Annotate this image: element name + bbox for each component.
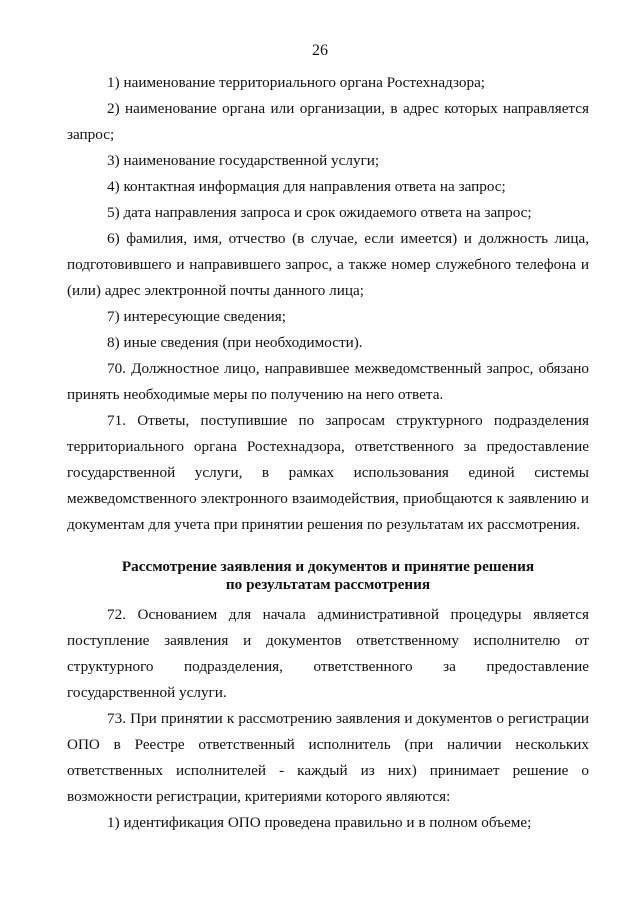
paragraph-item-4: 4) контактная информация для направления ответа на запрос; [107,178,506,195]
paragraph-item-1: 1) наименование территориального органа Ростехнадзора; [107,74,486,91]
paragraph-71: 71. Ответы, поступившие по запросам структурного подразделения территориального органа Ростехнадзора, ответственного за предоставление государственной услуги, в рамках использования единой системы межведомственного электронного взаимодействия, приобщаются к заявлению и документам для учета при принятии решения по результатам их рассмотрения. [67,412,589,533]
paragraph-item-8: 8) иные сведения (при необходимости). [107,334,363,351]
section-heading [67,558,589,594]
paragraph-criterion-1: 1) идентификация ОПО проведена правильно и в полном объеме; [107,814,532,831]
page-number: 26 [312,42,328,59]
paragraph-72: 72. Основанием для начала административной процедуры является поступление заявления и документов ответственному исполнителю от структурного подразделения, ответственного за предоставление государственной услуги. [67,606,589,701]
paragraph-item-3: 3) наименование государственной услуги; [107,152,380,169]
paragraph-item-7: 7) интересующие сведения; [107,308,286,325]
paragraph-70: 70. Должностное лицо, направившее межведомственный запрос, обязано принять необходимые меры по получению на него ответа. [67,360,589,403]
section-heading-line-1: Рассмотрение заявления и документов и принятие решения [121,558,535,575]
paragraph-item-6: 6) фамилия, имя, отчество (в случае, если имеется) и должность лица, подготовившего и направившего запрос, а также номер служебного телефона и (или) адрес электронной почты данного лица; [67,230,589,299]
paragraph-item-2: 2) наименование органа или организации, в адрес которых направляется запрос; [67,100,589,143]
section-heading-line-2: по результатам рассмотрения [225,576,431,593]
document-body [67,70,589,836]
paragraph-73: 73. При принятии к рассмотрению заявления и документов о регистрации ОПО в Реестре ответственный исполнитель (при наличии нескольких ответственных исполнителей - каждый из них) принимает решение о возможности регистрации, критериями которого являются: [67,710,589,805]
paragraph-item-5: 5) дата направления запроса и срок ожидаемого ответа на запрос; [107,204,532,221]
